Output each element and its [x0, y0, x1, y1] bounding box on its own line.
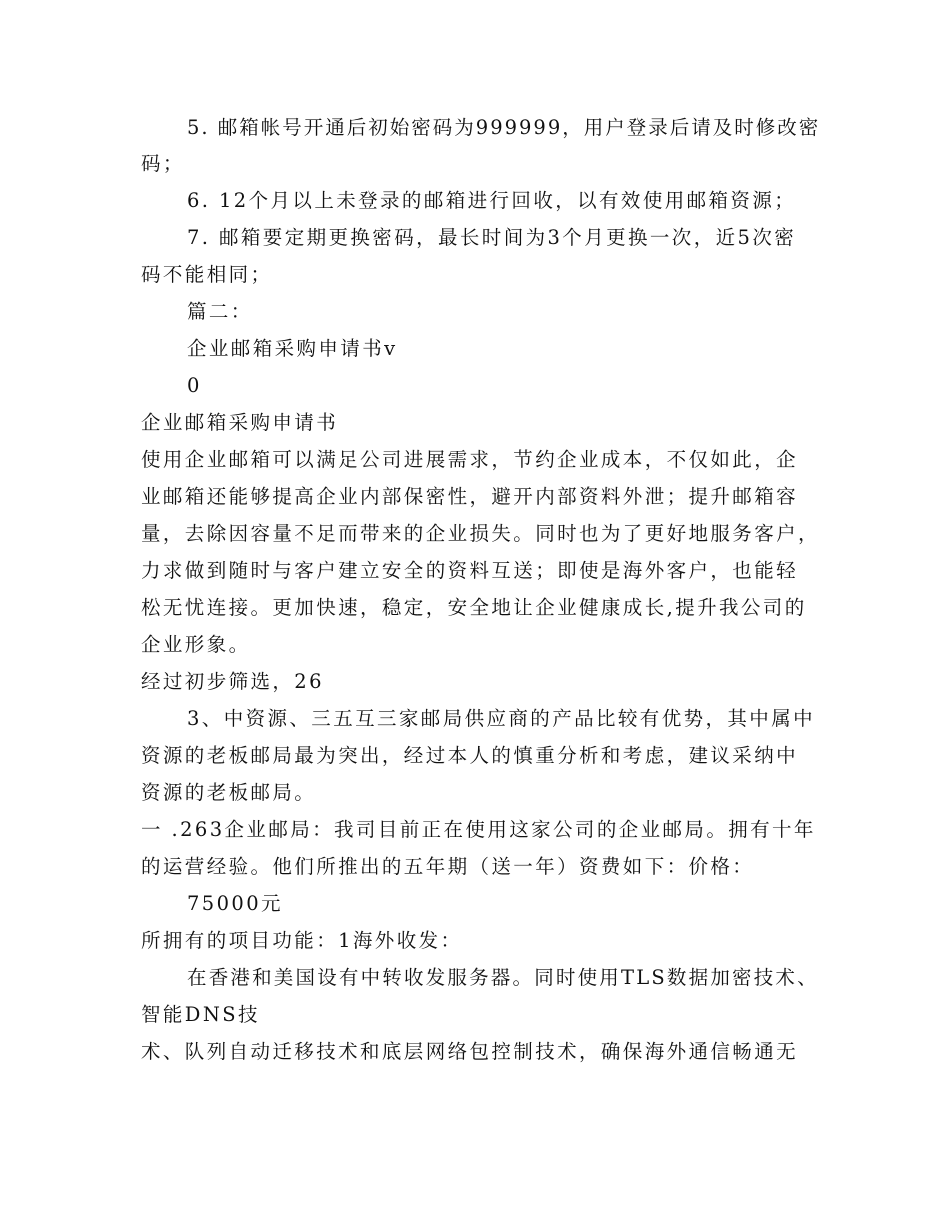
text-line: 术、队列自动迁移技术和底层网络包控制技术，确保海外通信畅通无: [141, 1040, 799, 1063]
text-line: 资源的老板邮局最为突出，经过本人的慎重分析和考虑，建议采纳中: [141, 744, 799, 767]
text-line: 使用企业邮箱可以满足公司进展需求，节约企业成本，不仅如此，企: [141, 448, 799, 471]
text-line: 在香港和美国设有中转收发服务器。同时使用TLS数据加密技术、: [187, 966, 819, 989]
text-line: 所拥有的项目功能：1海外收发：: [141, 929, 463, 952]
text-line: 智能DNS技: [141, 1003, 260, 1026]
text-line: 7. 邮箱要定期更换密码，最长时间为3个月更换一次，近5次密: [187, 226, 797, 249]
text-line: 量，去除因容量不足而带来的企业损失。同时也为了更好地服务客户，: [141, 522, 820, 545]
text-line: 松无忧连接。更加快速，稳定，安全地让企业健康成长,提升我公司的: [141, 596, 807, 619]
text-line: 码不能相同；: [141, 263, 273, 286]
text-line: 力求做到随时与客户建立安全的资料互送；即使是海外客户，也能轻: [141, 559, 799, 582]
text-line: 经过初步筛选，26: [141, 670, 324, 693]
text-line: 码；: [141, 152, 185, 175]
text-line: 的运营经验。他们所推出的五年期（送一年）资费如下：价格：: [141, 855, 755, 878]
text-line: 3、中资源、三五互三家邮局供应商的产品比较有优势，其中属中: [187, 707, 816, 730]
text-line: 75000元: [187, 892, 283, 915]
text-line: 业邮箱还能够提高企业内部保密性，避开内部资料外泄；提升邮箱容: [141, 485, 799, 508]
text-line: 企业形象。: [141, 633, 251, 656]
text-line: 6. 12个月以上未登录的邮箱进行回收，以有效使用邮箱资源；: [187, 189, 797, 212]
document-title: 企业邮箱采购申请书: [141, 411, 339, 434]
text-line: 一 .263企业邮局：我司目前正在使用这家公司的企业邮局。拥有十年: [141, 818, 816, 841]
section-heading: 篇二：: [187, 300, 253, 323]
text-line: 企业邮箱采购申请书v: [187, 337, 398, 360]
text-line: 资源的老板邮局。: [141, 781, 317, 804]
text-line: 0: [187, 374, 202, 397]
text-line: 5. 邮箱帐号开通后初始密码为999999，用户登录后请及时修改密: [187, 116, 821, 139]
